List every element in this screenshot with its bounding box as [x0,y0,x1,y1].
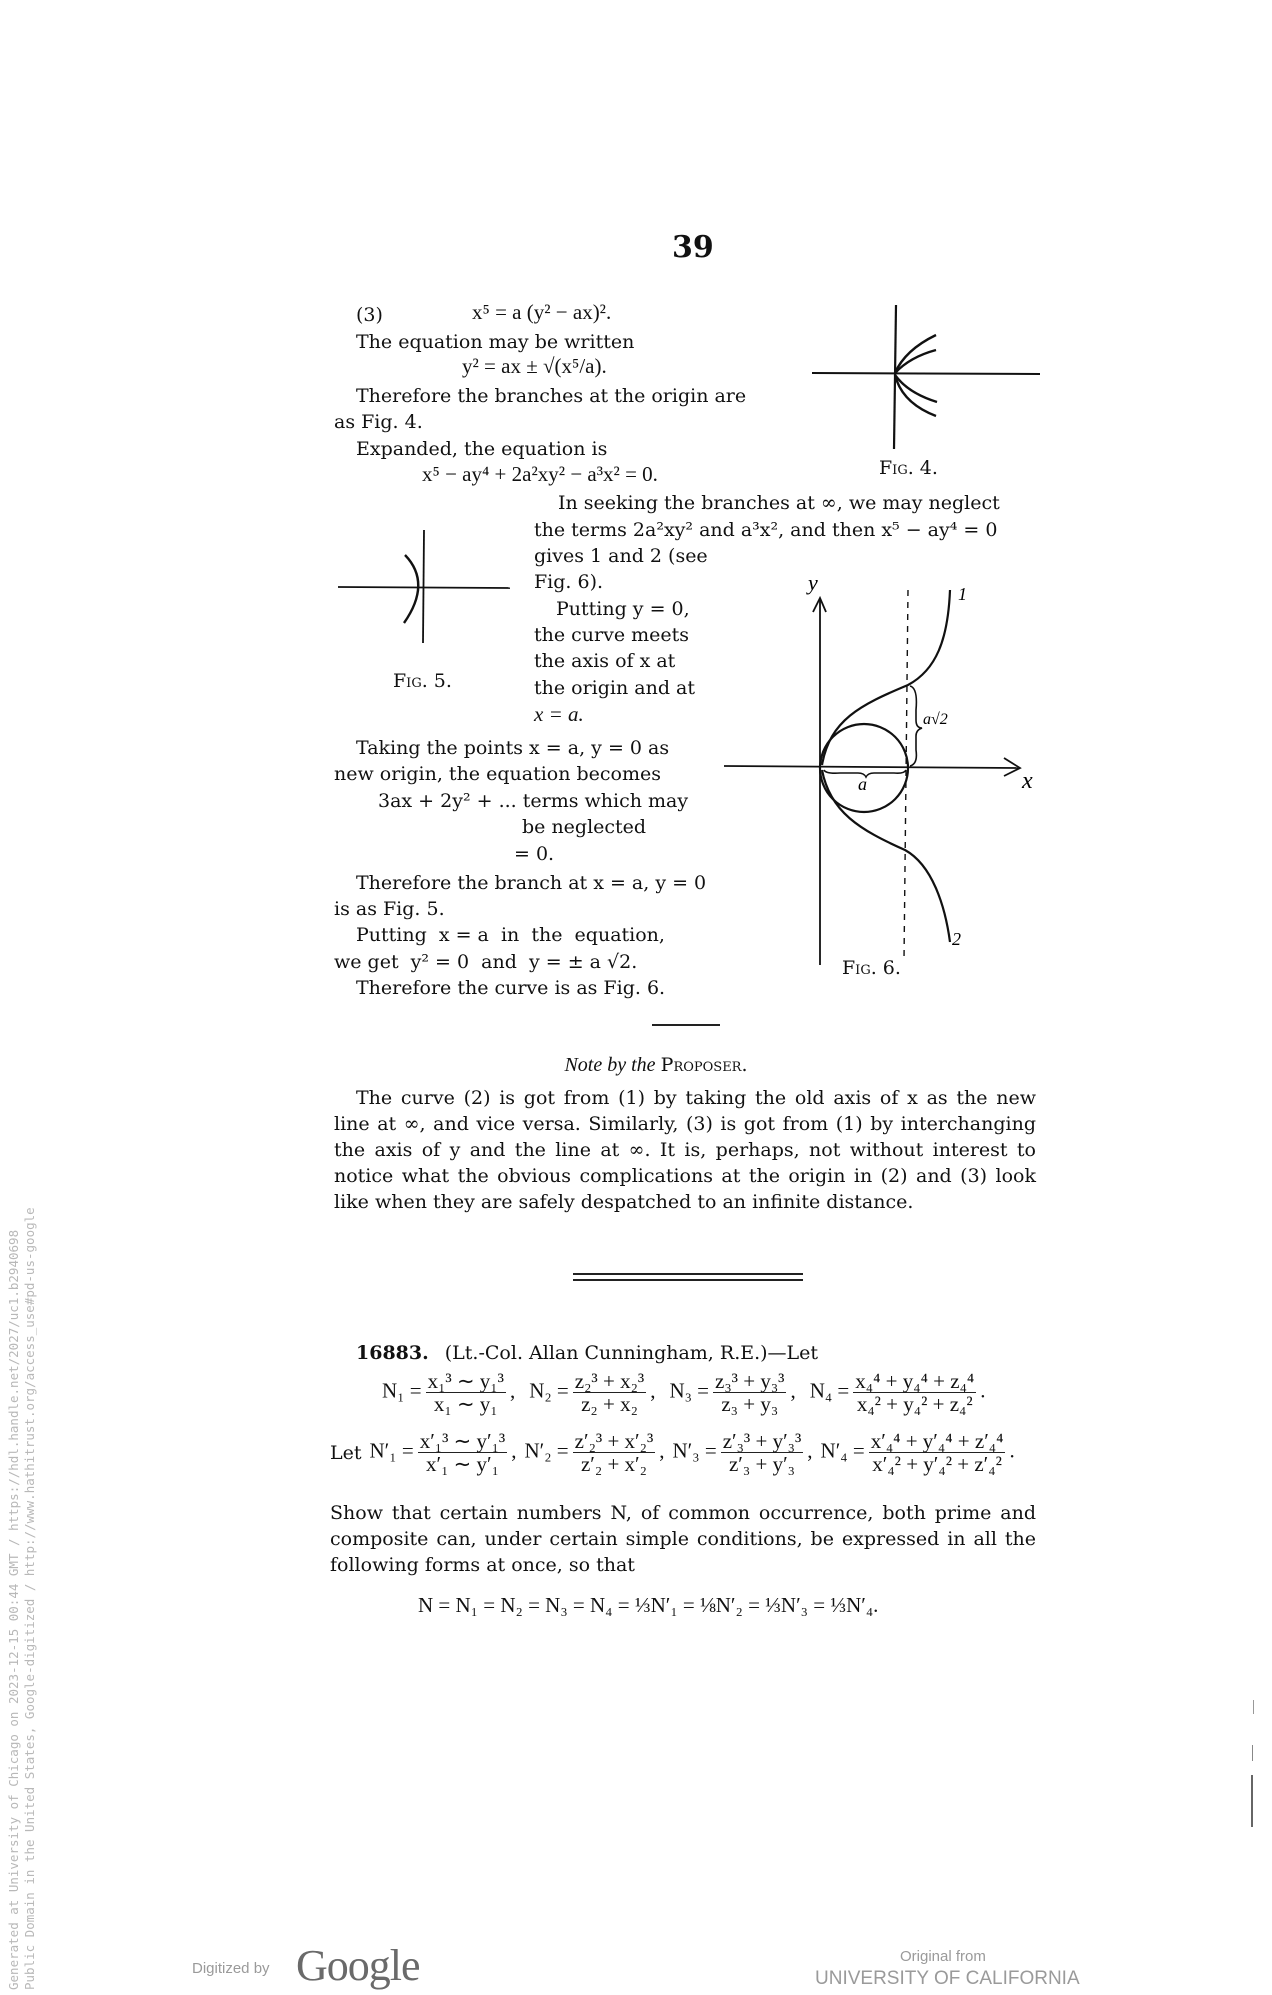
text-line: Therefore the branch at x = a, y = 0 [356,872,707,894]
text-line: we get y² = 0 and y = ± a √2. [334,951,638,973]
problem-heading [356,1340,818,1366]
fig5-y-axis [423,530,424,643]
def-primed: N′₄ = $\frac{\text{x′₄⁴ + y′₄⁴ + z′₄⁴}}{\text{x′₄² + y′₄² + z′₄²}}$ . [820,1429,1015,1476]
def: N₃ = $\frac{\text{z₃³ + y₃³}}{\text{z₃ + y₃}}$ , [669,1369,796,1416]
def-primed: N′₂ = $\frac{\text{z′₂³ + x′₂³}}{\text{z′₂ + x′₂}}$ , [524,1429,665,1476]
fig6-label-a-root2: a√2 [923,711,948,728]
fig6-caption: Fig. 6. [842,957,901,979]
fig4-caption: Fig. 4. [879,457,938,479]
scan-mark [1251,1775,1253,1827]
text-line: 3ax + 2y² + ... terms which may [378,790,689,812]
fig6-x-arrow [1004,758,1020,776]
note-line: The curve (2) is got from (1) by taking the old axis of x as the new [356,1087,1036,1109]
fig6-brace-vertical [910,686,922,766]
text-line: gives 1 and 2 (see [534,545,708,567]
text-line: is as Fig. 5. [334,898,445,920]
note-line: line at ∞, and vice versa. Similarly, (3) is got from (1) by interchanging [334,1113,1036,1135]
watermark-line-2: Public Domain in the United States, Google-digitized / http://www.hathitrust.org/access_use#pd-us-google [22,1207,37,1990]
watermark-line-1: Generated at University of Chicago on 2023-12-15 00:44 GMT / https://hdl.handle.net/2027/uc1.b2940698 [6,1229,21,1990]
fig5-branch [404,555,418,623]
text-line: as Fig. 4. [334,411,423,433]
problem-line: following forms at once, so that [330,1554,635,1576]
note-line: like when they are safely despatched to an infinite distance. [334,1191,914,1213]
text-line: Therefore the branches at the origin are [356,385,747,407]
def: N₄ = $\frac{\text{x₄⁴ + y₄⁴ + z₄⁴}}{\text{x₄² + y₄² + z₄²}}$ . [809,1369,986,1416]
fig6-label-x: x [1022,768,1033,794]
digitized-by-label: Digitized by [192,1960,270,1977]
fig6-x-axis [724,766,1018,768]
problem-body [330,1500,1036,1578]
primed-definitions-row [330,1430,1015,1475]
equation-y2: y² = ax ± √(x⁵/a). [462,354,607,378]
note-line: notice what the obvious complications at the origin in (2) and (3) look [334,1165,1036,1187]
text-line: new origin, the equation becomes [334,763,661,785]
note-heading-italic: Note by the [564,1054,656,1076]
equation-expanded: x⁵ − ay⁴ + 2a²xy² − a³x² = 0. [422,462,658,486]
text-line: the terms 2a²xy² and a³x², and then x⁵ − ay⁴ = 0 [534,519,998,541]
problem-line: Show that certain numbers N, of common occurrence, both prime and [330,1502,1036,1524]
text-line: Fig. 6). [534,571,604,593]
problem-line: composite can, under certain simple conditions, be expressed in all the [330,1528,1036,1550]
text-line: the origin and at [534,677,695,699]
problem-number: 16883. [356,1342,429,1364]
note-heading [0,1052,1272,1078]
let-label: Let [330,1441,362,1464]
separator-rule [652,1024,720,1026]
note-body [334,1085,1036,1215]
fig6-label-y: y [808,570,818,595]
text-line: Therefore the curve is as Fig. 6. [356,977,666,999]
problem-author: (Lt.-Col. Allan Cunningham, R.E.)—Let [444,1342,819,1364]
fig5-x-axis [338,587,510,588]
original-from-label: Original from [900,1948,986,1965]
figure-6 [700,560,1060,980]
double-rule-top [573,1273,803,1275]
text-line: the axis of x at [534,650,676,672]
definitions-row [382,1370,985,1415]
google-logo: Google [296,1941,420,1990]
text-line: In seeking the branches at ∞, we may neglect [558,492,1000,514]
scan-mark [1252,1745,1253,1761]
section-label: (3) [356,304,383,326]
text-line: the curve meets [534,624,690,646]
text-line: The equation may be written [356,331,635,353]
text-line: Putting y = 0, [556,598,690,620]
text-line: Expanded, the equation is [356,438,608,460]
final-equation: N = N₁ = N₂ = N₃ = N₄ = ⅓N′₁ = ⅛N′₂ = ⅓N′₃ = ⅓N′₄. [418,1593,879,1617]
fig4-x-axis [812,373,1040,374]
note-heading-sc: Proposer. [660,1054,748,1076]
def-primed: N′₁ = $\frac{\text{x′₁³ ∼ y′₁³}}{\text{x′₁ ∼ y′₁}}$ , [369,1429,517,1476]
fig6-label-a: a [858,774,867,794]
fig5-caption: Fig. 5. [393,670,452,692]
figure-5 [330,525,530,655]
fig6-branch-1 [822,590,950,765]
def-primed: N′₃ = $\frac{\text{z′₃³ + y′₃³}}{\text{z′₃ + y′₃}}$ , [672,1429,813,1476]
text-line: Taking the points x = a, y = 0 as [356,737,670,759]
fig6-label-branch-2: 2 [952,929,961,949]
text-line: = 0. [514,843,555,865]
figure-4 [790,295,1050,475]
page-number: 39 [672,230,714,265]
fig6-branch-2 [822,770,950,942]
equation-3: x⁵ = a (y² − ax)². [472,300,612,324]
fig6-label-branch-1: 1 [958,584,967,604]
text-line: Putting x = a in the equation, [356,924,665,946]
def: N₂ = $\frac{\text{z₂³ + x₂³}}{\text{z₂ + x₂}}$ , [529,1369,656,1416]
def: N₁ = $\frac{\text{x₁³ ∼ y₁³}}{\text{x₁ ∼ y₁}}$ , [382,1369,516,1416]
text-line: be neglected [522,816,647,838]
institution-label: UNIVERSITY OF CALIFORNIA [815,1968,1080,1989]
scan-mark [1253,1700,1254,1714]
text-line: x = a. [534,702,584,726]
note-line: the axis of y and the line at ∞. It is, perhaps, not without interest to [334,1139,1036,1161]
double-rule-bottom [573,1279,803,1281]
